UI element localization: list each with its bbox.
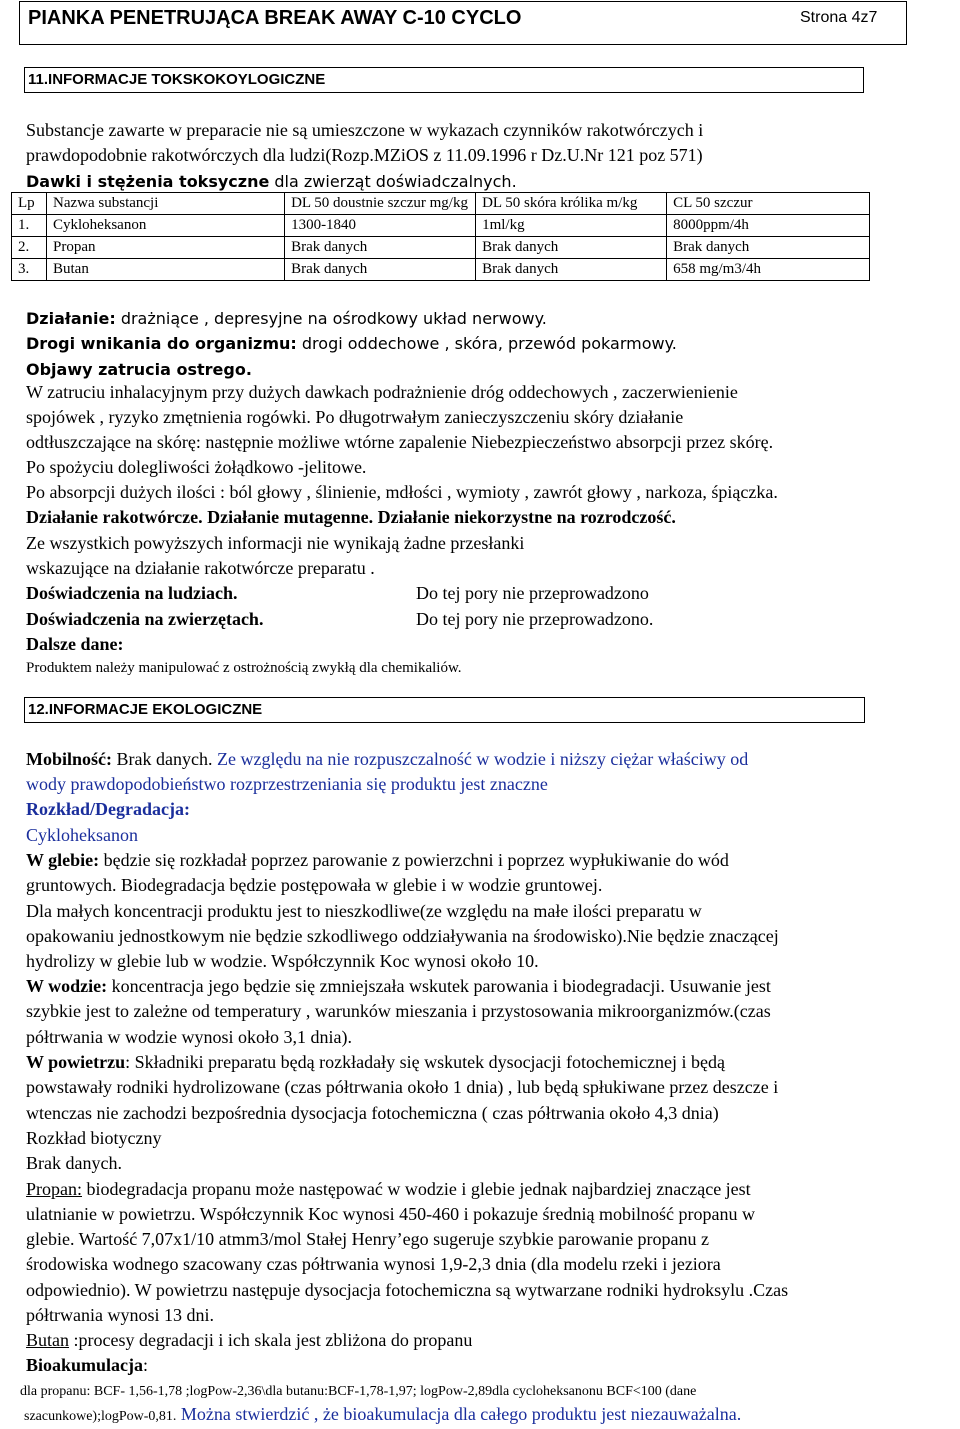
- header-cell: Nazwa substancji: [47, 193, 285, 215]
- soil-text: będzie się rozkładał poprzez parowanie z powierzchni i poprzez wypłukiwanie do wód: [99, 850, 729, 870]
- effects-line: Działanie rakotwórcze. Działanie mutagenne. Działanie niekorzystne na rozrodczość.: [26, 507, 676, 527]
- soil-line-1: [26, 848, 729, 873]
- soil-line-2: gruntowych. Biodegradacja będzie postępowała w glebie i w wodzie gruntowej.: [26, 875, 603, 895]
- toxicity-table: [11, 192, 870, 281]
- mobility-line-2: wody prawdopodobieństwo rozprzestrzeniania się produktu jest znaczne: [26, 774, 548, 794]
- degradation-heading: Rozkład/Degradacja:: [26, 799, 190, 819]
- header-cell: CL 50 szczur: [667, 193, 870, 215]
- water-text: koncentracja jego będzie się zmniejszała wskutek parowania i biodegradacji. Usuwanie jest: [107, 976, 771, 996]
- air-line-2: powstawały rodniki hydrolizowane (czas półtrwania około 1 dnia) , lub będą spłukiwane przez deszcze i: [26, 1077, 779, 1097]
- table-row: [12, 259, 870, 281]
- section-11-heading: 11.INFORMACJE TOKSKOKOYLOGICZNE: [24, 67, 864, 93]
- section-12-heading: 12.INFORMACJE EKOLOGICZNE: [24, 697, 865, 723]
- further-data-text: Produktem należy manipulować z ostrożnością zwykłą dla chemikaliów.: [26, 660, 462, 676]
- table-cell: 3.: [12, 259, 47, 281]
- symptoms-line-2: spojówek , ryzyko zmętnienia rogówki. Po długotrwałym zanieczyszczeniu skóry działanie: [26, 407, 684, 427]
- intro-line-1: Substancje zawarte w preparacie nie są umieszczone w wykazach czynników rakotwórczych i: [26, 120, 704, 140]
- low-conc-line-1: Dla małych koncentracji produktu jest to nieszkodliwe(ze względu na małe ilości preparatu w: [26, 901, 702, 921]
- routes-text: drogi oddechowe , skóra, przewód pokarmowy.: [296, 334, 677, 353]
- bioaccumulation-heading: [26, 1353, 148, 1378]
- table-row: [12, 237, 870, 259]
- action-text: drażniące , depresyjne na ośrodkowy układ nerwowy.: [115, 309, 547, 328]
- doses-text: dla zwierząt doświadczalnych.: [269, 172, 517, 191]
- symptoms-line-1: W zatruciu inhalacyjnym przy dużych dawkach podrażnienie dróg oddechowych , zaczerwienienie: [26, 382, 738, 402]
- low-conc-line-2: opakowaniu jednostkowym nie będzie szkodliwego oddziaływania na środowisko).Nie będzie znaczącej: [26, 926, 779, 946]
- low-conc-line-3: hydrolizy w glebie lub w wodzie. Współczynnik Koc wynosi około 10.: [26, 951, 539, 971]
- propane-line-3: glebie. Wartość 7,07x1/10 atmm3/mol Stałej Henry’ego sugeruje szybkie parowanie propanu z: [26, 1229, 710, 1249]
- table-row: [12, 215, 870, 237]
- water-line-3: półtrwania w wodzie wynosi około 3,1 dnia).: [26, 1027, 352, 1047]
- conclusion-line-2: wskazujące na działanie rakotwórcze preparatu .: [26, 558, 375, 578]
- butane-text: :procesy degradacji i ich skala jest zbliżona do propanu: [69, 1330, 473, 1350]
- propane-line-6: półtrwania wynosi 13 dni.: [26, 1305, 214, 1325]
- water-line-2: szybkie jest to zależne od temperatury , warunków mieszania i przystosowania mikroorganizmów.(czas: [26, 1001, 771, 1021]
- water-line-1: [26, 974, 771, 999]
- doses-label: Dawki i stężenia toksyczne: [26, 172, 270, 191]
- symptoms-line-3: odtłuszczające na skórę: następnie możliwe wtórne zapalenie Niebezpieczeństwo absorpcji przez skórę.: [26, 432, 774, 452]
- intro-line-2: prawdopodobnie rakotwórczych dla ludzi(Rozp.MZiOS z 11.09.1996 r Dz.U.Nr 121 poz 571): [26, 145, 703, 165]
- bioaccumulation-label: Bioakumulacja: [26, 1355, 144, 1375]
- propane-text: biodegradacja propanu może następować w wodzie i glebie jednak najbardziej znaczące jest: [82, 1179, 751, 1199]
- conclusion-line-1: Ze wszystkich powyższych informacji nie wynikają żadne przesłanki: [26, 533, 525, 553]
- air-text: : Składniki preparatu będą rozkładały się wskutek dysocjacji fotochemicznej i będą: [125, 1052, 725, 1072]
- symptoms-line-5: Po absorpcji dużych ilości : ból głowy , ślinienie, mdłości , wymioty , zawrót głowy , narkoza, śpiączka.: [26, 482, 778, 502]
- table-cell: Brak danych: [285, 237, 476, 259]
- human-tests-value: Do tej pory nie przeprowadzono: [416, 583, 649, 603]
- doses-line: [26, 169, 517, 194]
- action-line: [26, 306, 547, 331]
- propane-line-2: ulatnianie w powietrzu. Współczynnik Koc wynosi 450-460 i pokazuje średnią mobilność propanu w: [26, 1204, 756, 1224]
- table-cell: Brak danych: [476, 237, 667, 259]
- propane-line-1: [26, 1177, 751, 1202]
- animal-tests-value: Do tej pory nie przeprowadzono.: [416, 609, 654, 629]
- propane-line-5: odpowiednio). W powietrzu następuje dysocjacja fotochemiczna są wytwarzane rodniki hydroksylu .Czas: [26, 1280, 789, 1300]
- mobility-line-1: [26, 747, 748, 772]
- soil-label: W glebie:: [26, 850, 100, 870]
- biotic-label: Rozkład biotyczny: [26, 1128, 162, 1148]
- further-data-label: Dalsze dane:: [26, 634, 124, 654]
- table-cell: 1300-1840: [285, 215, 476, 237]
- water-label: W wodzie:: [26, 976, 108, 996]
- table-cell: 658 mg/m3/4h: [667, 259, 870, 281]
- bioaccumulation-line-1: dla propanu: BCF- 1,56-1,78 ;logPow-2,36\dla butanu:BCF-1,78-1,97; logPow-2,89dla cycloheksanonu BCF<100 (dane: [20, 1384, 697, 1399]
- table-cell: Brak danych: [285, 259, 476, 281]
- air-line-3: wtenczas nie zachodzi bezpośrednia dysocjacja fotochemiczna ( czas półtrwania około 4,3 dnia): [26, 1103, 719, 1123]
- human-tests-label: Doświadczenia na ludziach.: [26, 583, 238, 603]
- table-cell: 8000ppm/4h: [667, 215, 870, 237]
- table-cell: 1ml/kg: [476, 215, 667, 237]
- table-cell: Propan: [47, 237, 285, 259]
- routes-label: Drogi wnikania do organizmu:: [26, 334, 297, 353]
- table-cell: Brak danych: [667, 237, 870, 259]
- table-cell: 2.: [12, 237, 47, 259]
- bioaccumulation-colon: :: [143, 1355, 149, 1375]
- action-label: Działanie:: [26, 309, 116, 328]
- air-line-1: [26, 1050, 725, 1075]
- air-label: W powietrzu: [26, 1052, 126, 1072]
- table-cell: Brak danych: [476, 259, 667, 281]
- bioaccumulation-line-2: [24, 1402, 741, 1429]
- biotic-value: Brak danych.: [26, 1153, 122, 1173]
- table-cell: 1.: [12, 215, 47, 237]
- document-header: [19, 1, 907, 45]
- table-cell: Butan: [47, 259, 285, 281]
- symptoms-heading: Objawy zatrucia ostrego.: [26, 360, 252, 379]
- butane-line: [26, 1328, 472, 1353]
- propane-line-4: środowiska wodnego szacowany czas półtrwania wynosi 1,9-2,3 dnia (dla modelu rzeki i jeziora: [26, 1254, 721, 1274]
- mobility-text-a: Brak danych.: [112, 749, 213, 769]
- cyclohexanone-label: Cykloheksanon: [26, 825, 138, 845]
- mobility-text-b: Ze względu na nie rozpuszczalność w wodzie i niższy ciężar właściwy od: [212, 749, 749, 769]
- animal-tests-label: Doświadczenia na zwierzętach.: [26, 609, 264, 629]
- propane-label: Propan:: [26, 1179, 82, 1199]
- bioaccumulation-text-b: Można stwierdzić , że bioakumulacja dla całego produktu jest niezauważalna.: [176, 1404, 742, 1424]
- symptoms-line-4: Po spożyciu dolegliwości żołądkowo -jelitowe.: [26, 457, 367, 477]
- table-header-row: [12, 193, 870, 215]
- routes-line: [26, 331, 677, 356]
- bioaccumulation-text-a: szacunkowe);logPow-0,81.: [24, 1409, 177, 1424]
- header-cell: DL 50 doustnie szczur mg/kg: [285, 193, 476, 215]
- header-cell: Lp: [12, 193, 47, 215]
- page-number: Strona 4z7: [800, 9, 878, 26]
- table-cell: Cykloheksanon: [47, 215, 285, 237]
- mobility-label: Mobilność:: [26, 749, 113, 769]
- butane-label: Butan: [26, 1330, 69, 1350]
- document-title: PIANKA PENETRUJĄCA BREAK AWAY C-10 CYCLO: [28, 7, 522, 29]
- header-cell: DL 50 skóra królika m/kg: [476, 193, 667, 215]
